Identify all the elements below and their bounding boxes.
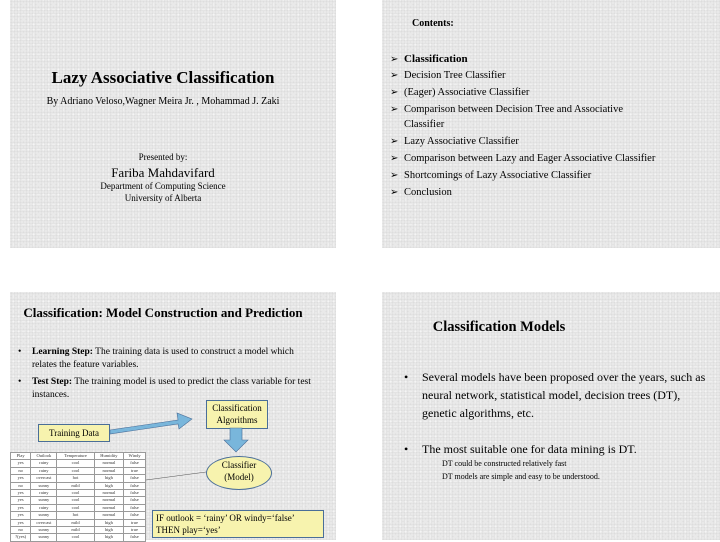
bullet-dot-icon: • (404, 370, 409, 384)
bullet-term: Test Step: (32, 377, 73, 387)
rule-box (152, 510, 324, 538)
contents-heading: Contents: (412, 18, 454, 29)
arrow-bullet-icon: ➢ (390, 170, 399, 181)
table-row: yes overcast hot high false (11, 475, 146, 482)
arrow-bullet-icon: ➢ (390, 70, 399, 81)
bullet-dot-icon: • (404, 442, 409, 456)
rule-line-if: IF outlook = ‘rainy’ OR windy=‘false’ (156, 513, 295, 523)
table-row: ?(yes) sunny cool high false (11, 534, 146, 541)
table-row: yes rainy cool normal false (11, 504, 146, 511)
bullet-dot-icon: • (18, 377, 22, 387)
department: Department of Computing Science (100, 181, 226, 191)
table-row: yes rainy cool normal false (11, 460, 146, 467)
arrow-algorithms-to-classifier (224, 428, 248, 452)
table-header-row: Play Outlook Temperature Humidity Windy (11, 453, 146, 460)
classification-algorithms-box: Classification Algorithms (206, 400, 268, 429)
table-row: no sunny mild high false (11, 482, 146, 489)
table-row: yes overcast mild high true (11, 519, 146, 526)
list-item: ➢ Shortcomings of Lazy Associative Classifier (390, 170, 592, 181)
bullet-term: Learning Step: (32, 347, 93, 357)
slide-title (10, 0, 336, 248)
classifier-model-box: Classifier (Model) (206, 456, 272, 490)
list-item: ➢ Comparison between Lazy and Eager Associative Classifier (390, 153, 656, 164)
university: University of Alberta (124, 193, 202, 203)
bullet-text: The training data is used to construct a model which relates the feature variables. (32, 347, 294, 370)
training-data-box: Training Data (38, 424, 110, 442)
table-row: yes sunny hot normal false (11, 512, 146, 519)
table-row: no sunny mild high true (11, 527, 146, 534)
slide-model-construction (10, 292, 336, 540)
arrow-bullet-icon: ➢ (390, 187, 399, 198)
slide-classification-models (382, 292, 720, 540)
presenter-name: Fariba Mahdavifard (111, 165, 215, 180)
list-item: ➢ Conclusion (390, 187, 452, 198)
table-row: yes sunny cool normal false (11, 497, 146, 504)
list-item: ➢ Lazy Associative Classifier (390, 136, 519, 147)
list-item: ➢ Classification (390, 53, 468, 65)
training-data-table (10, 452, 146, 542)
slide-heading: Classification Models (432, 319, 566, 335)
authors: By Adriano Veloso,Wagner Meira Jr. , Mohammad J. Zaki (46, 96, 280, 107)
table-to-classifier-connector (146, 472, 206, 480)
rule-line-then: THEN play=‘yes’ (156, 525, 221, 535)
contents-list (390, 52, 716, 202)
arrow-bullet-icon: ➢ (390, 54, 399, 65)
list-item: ➢ Decision Tree Classifier (390, 70, 506, 81)
bullet-several-models (404, 368, 710, 422)
slide-heading: Classification: Model Construction and Prediction (23, 305, 303, 320)
bullet-text: The most suitable one for data mining is DT. (422, 442, 637, 456)
arrow-bullet-icon: ➢ (390, 153, 399, 164)
bullet-most-suitable (404, 440, 710, 458)
slide-contents (382, 0, 720, 248)
bullet-dot-icon: • (18, 347, 22, 357)
sub-point: DT could be constructed relatively fast (442, 459, 567, 468)
presentation-title: Lazy Associative Classification (51, 68, 275, 87)
list-item: ➢ Comparison between Decision Tree and Associative Classifier (390, 104, 624, 130)
sub-point: DT models are simple and easy to be understood. (442, 472, 600, 481)
table-row: yes rainy cool normal false (11, 490, 146, 497)
bullet-text: Several models have been proposed over the years, such as neural network, statistical model, decision trees (DT), genetic algorithms, etc. (422, 370, 706, 420)
bullet-text: The training model is used to predict the class variable for test instances. (32, 377, 311, 400)
arrow-bullet-icon: ➢ (390, 136, 399, 147)
presented-by-label: Presented by: (138, 152, 188, 162)
table-row: no rainy cool normal true (11, 467, 146, 474)
arrow-training-to-algorithms (110, 413, 192, 434)
arrow-bullet-icon: ➢ (390, 104, 399, 115)
arrow-bullet-icon: ➢ (390, 87, 399, 98)
list-item: ➢ (Eager) Associative Classifier (390, 87, 530, 98)
